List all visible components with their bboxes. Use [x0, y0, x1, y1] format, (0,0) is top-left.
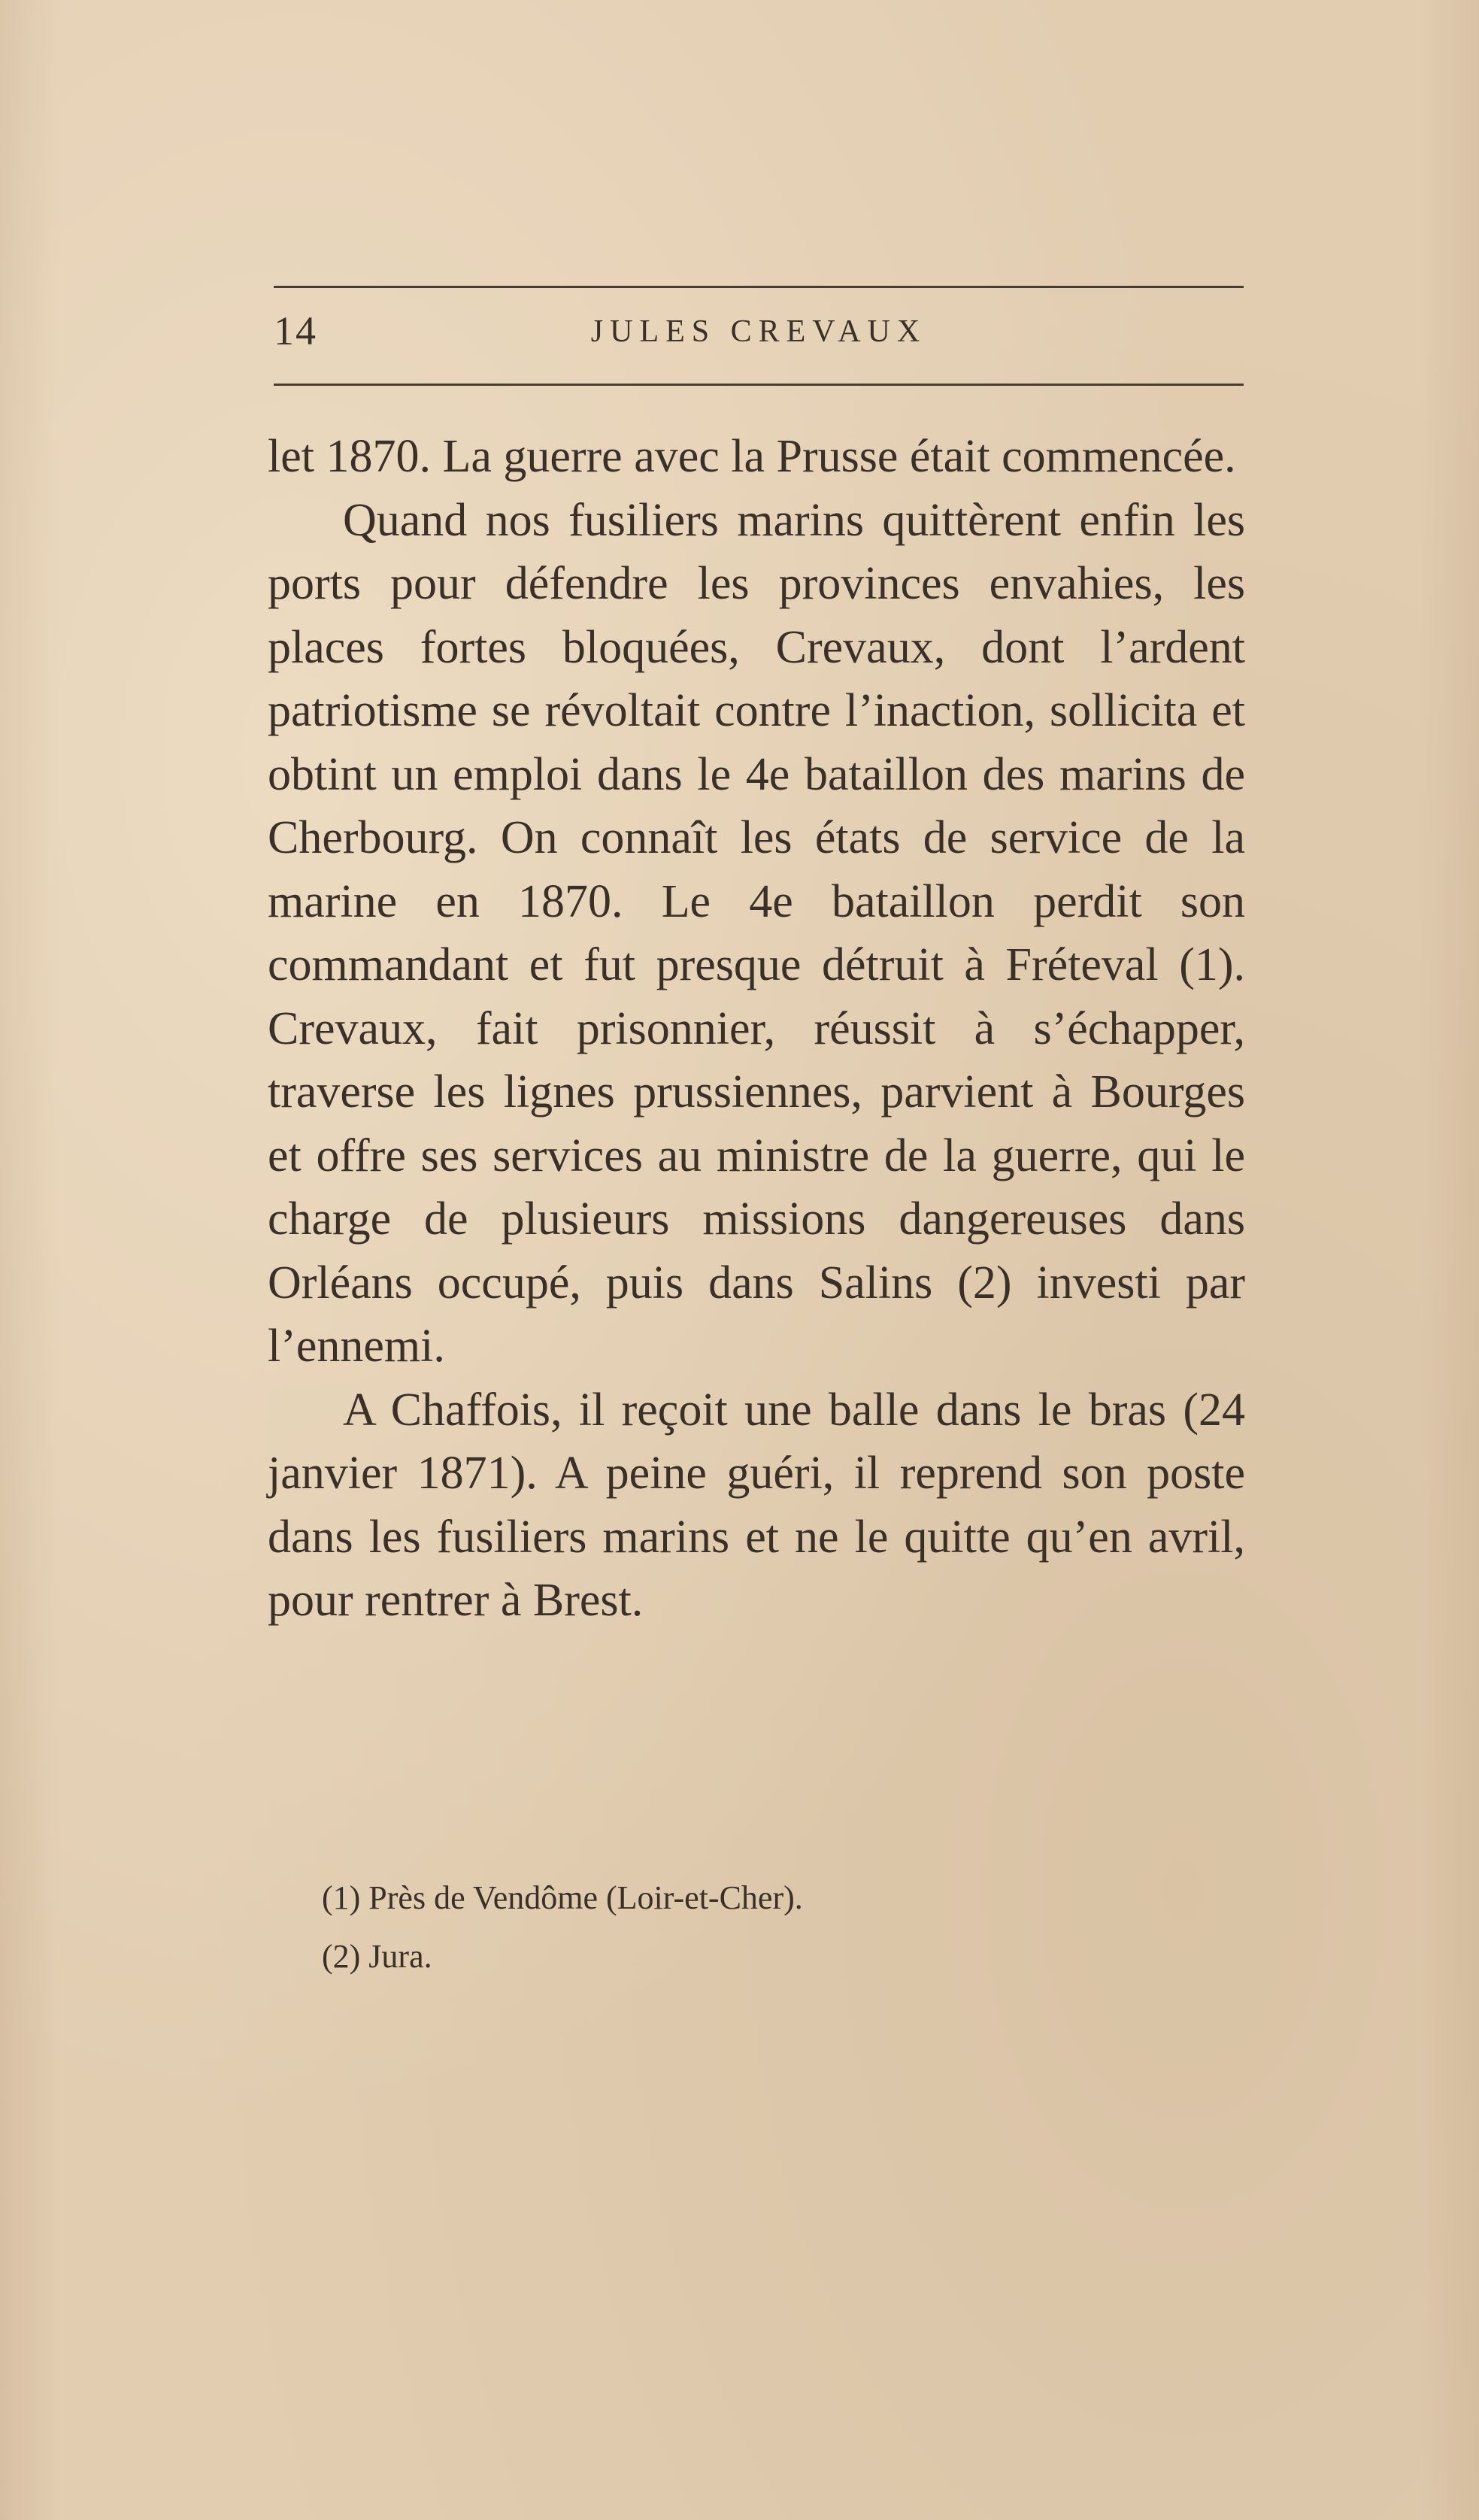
- paragraph-3: A Chaffois, il reçoit une balle dans le bras (24 janvier 1871). A peine guéri, il reprend son poste dans les fusiliers marins et ne le quitte qu’en avril, pour rentrer à Brest.: [268, 1384, 1245, 1626]
- running-title: JULES CREVAUX: [590, 314, 927, 349]
- page-header: [274, 305, 1244, 372]
- page-number: 14: [274, 308, 317, 353]
- footnote-1: (1) Près de Vendôme (Loir-et-Cher).: [322, 1879, 803, 1916]
- paragraph-1: let 1870. La guerre avec la Prusse était commencée.: [268, 431, 1236, 482]
- body-text: [268, 425, 1245, 1633]
- paragraph-2: Quand nos fusiliers marins quittèrent enfin les ports pour défendre les provinces envahies, les places fortes bloquées, Crevaux, dont l’ardent patriotisme se révoltait contre l’inaction, sollicita et obtint un emploi dans le 4e bataillon des marins de Cherbourg. On connaît les états de service de la marine en 1870. Le 4e bataillon perdit son commandant et fut presque détruit à Fréteval (1). Crevaux, fait prisonnier, réussit à s’échapper, traverse les lignes prussiennes, parvient à Bourges et offre ses services au ministre de la guerre, qui le charge de plusieurs missions dangereuses dans Orléans occupé, puis dans Salins (2) investi par l’ennemi.: [268, 494, 1245, 1372]
- footnote-2: (2) Jura.: [322, 1938, 432, 1975]
- footnotes: [322, 1869, 1224, 1986]
- header-top-rule: [274, 286, 1244, 288]
- header-bottom-rule: [274, 384, 1244, 386]
